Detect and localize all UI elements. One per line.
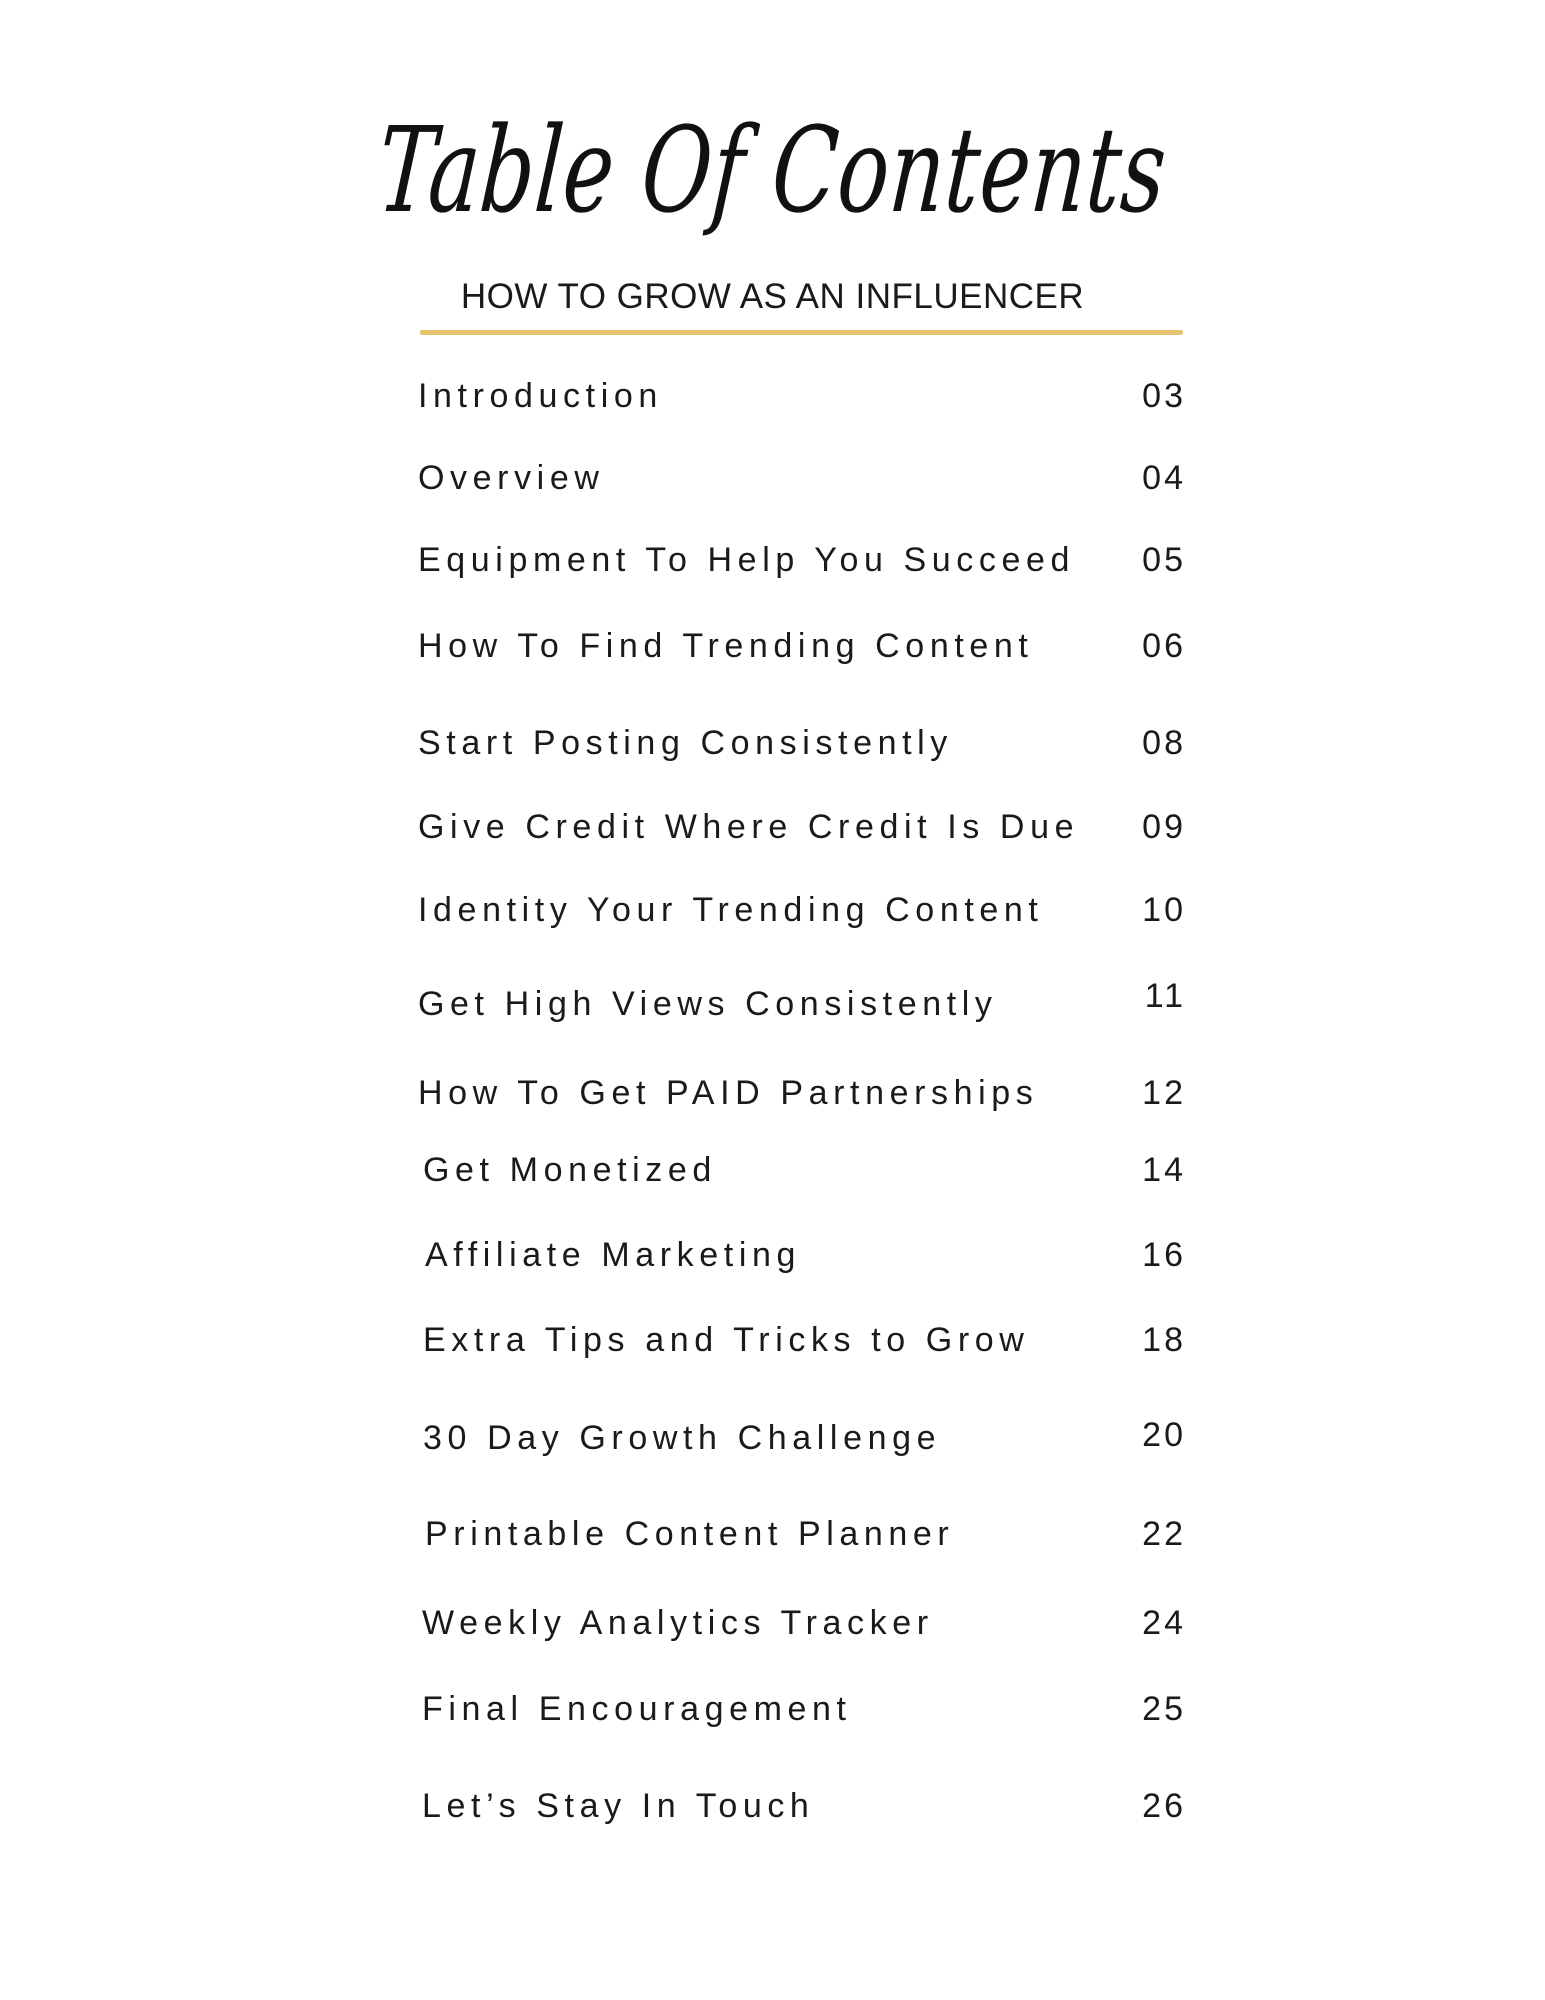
toc-entry[interactable]: [418, 802, 1186, 852]
toc-entry[interactable]: [418, 1068, 1186, 1118]
toc-entry[interactable]: [418, 885, 1186, 935]
toc-entry-page-number: 14: [1142, 1151, 1186, 1189]
toc-entry[interactable]: [418, 1781, 1186, 1831]
toc-entry-title: Give Credit Where Credit Is Due: [418, 808, 1080, 846]
toc-entry-title: How To Find Trending Content: [418, 627, 1034, 665]
toc-entry-page-number: 04: [1142, 459, 1186, 497]
toc-entry[interactable]: [418, 718, 1186, 768]
toc-entry-page-number: 05: [1142, 541, 1186, 579]
toc-entry-page-number: 26: [1142, 1787, 1186, 1825]
toc-entry-title: Weekly Analytics Tracker: [422, 1604, 934, 1642]
toc-entry[interactable]: [418, 1315, 1186, 1365]
toc-entry-page-number: 25: [1142, 1690, 1186, 1728]
toc-entry-page-number: 06: [1142, 627, 1186, 665]
toc-entry-title: Get Monetized: [423, 1151, 717, 1189]
toc-entry-title: Start Posting Consistently: [418, 724, 953, 762]
toc-entry-page-number: 16: [1142, 1236, 1186, 1274]
toc-entry[interactable]: [418, 1230, 1186, 1280]
toc-entry-page-number: 11: [1144, 977, 1186, 1015]
toc-entry-title: Get High Views Consistently: [418, 985, 998, 1023]
toc-entry[interactable]: [418, 1598, 1186, 1648]
toc-entry[interactable]: [418, 535, 1186, 585]
toc-entry-title: Final Encouragement: [422, 1690, 852, 1728]
toc-entry-title: Let’s Stay In Touch: [422, 1787, 815, 1825]
toc-entry[interactable]: [418, 453, 1186, 503]
toc-entry-title: 30 Day Growth Challenge: [423, 1419, 942, 1457]
toc-entry[interactable]: [418, 1509, 1186, 1559]
toc-entry-title: Identity Your Trending Content: [418, 891, 1044, 929]
toc-entry[interactable]: [418, 1684, 1186, 1734]
toc-entry-page-number: 18: [1142, 1321, 1186, 1359]
toc-entry-page-number: 24: [1142, 1604, 1186, 1642]
toc-entry-page-number: 08: [1142, 724, 1186, 762]
toc-entry-title: Extra Tips and Tricks to Grow: [423, 1321, 1030, 1359]
toc-entry-page-number: 22: [1142, 1515, 1186, 1553]
toc-entry-title: How To Get PAID Partnerships: [418, 1074, 1039, 1112]
toc-entry-title: Introduction: [418, 377, 663, 415]
accent-divider: [420, 330, 1183, 335]
toc-entry-title: Equipment To Help You Succeed: [418, 541, 1076, 579]
toc-entry[interactable]: [418, 621, 1186, 671]
toc-entry[interactable]: [418, 1145, 1186, 1195]
toc-entry-page-number: 09: [1142, 808, 1186, 846]
page-title: Table Of Contents: [373, 101, 1172, 239]
toc-entry-title: Affiliate Marketing: [425, 1236, 802, 1274]
toc-entry-page-number: 03: [1142, 377, 1186, 415]
page-subtitle: HOW TO GROW AS AN INFLUENCER: [460, 277, 1085, 316]
toc-entry-page-number: 20: [1142, 1416, 1186, 1454]
toc-entry-title: Printable Content Planner: [425, 1515, 955, 1553]
toc-entry[interactable]: [418, 371, 1186, 421]
toc-entry[interactable]: [418, 1413, 1186, 1463]
toc-entry-page-number: 10: [1142, 891, 1186, 929]
toc-entry-page-number: 12: [1142, 1074, 1186, 1112]
toc-entry[interactable]: [418, 979, 1186, 1029]
toc-entry-title: Overview: [418, 459, 605, 497]
